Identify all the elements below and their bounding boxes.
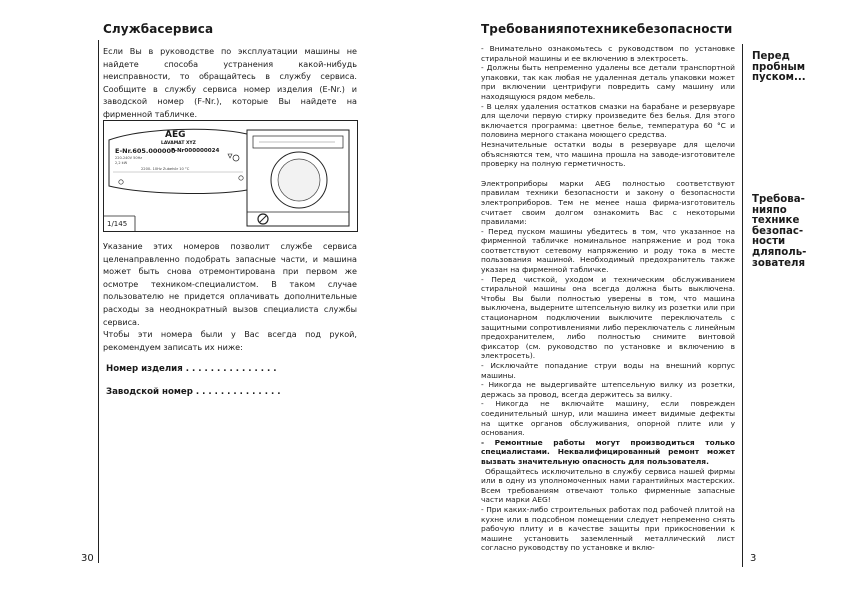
sidebar-line: ности <box>752 236 786 248</box>
rating-plate-illustration <box>103 120 358 232</box>
safety-block: - Перед пуском машины убедитесь в том, что указанное на фирменной табличке номинальное напряжение и род тока соответствуют сетевому напряжению и роду тока в месте пользования машиной. Необходимый предохранитель также указан на фирменной табличке. <box>481 226 735 275</box>
sidebar-line: Требова- <box>752 194 805 205</box>
safety-block: - Никогда не включайте машину, если поврежден соединительный шнур, или машина имеет видимые дефекты на щитке органов обслуживания, опорной плите или у основания. <box>481 399 735 438</box>
sidebar-line: зователя <box>752 257 806 269</box>
sidebar-line: нияпо <box>752 204 787 216</box>
safety-block: - В целях удаления остатков смазки на барабане и резервуаре для щелочи первую стирку произведите без белья. Для этого включается программа: цветное белье, температура 60 °С и половина мерного стакана моющего средства. <box>481 101 735 140</box>
rating-plate-figure <box>103 120 358 232</box>
safety-block: - При каких-либо строительных работах под рабочей плитой на кухне или в подсобном помещении следует непременно снять рабочую плиту и в качестве защиты при прикосновении к машине установить заземленный металлический лист согласно руководству по установке и вклю- <box>481 504 735 553</box>
left-page-number: 30 <box>81 553 94 564</box>
safety-text-column <box>481 44 735 553</box>
intro-paragraph: Если Вы в руководстве по эксплуатации машины не найдете способа устранения какой-нибудь неисправности, то обращайтесь в службу сервиса. Сообщите в службу сервиса номер изделия (E-Nr.) и заводской номер (F-Nr.), которые Вы найдете на фирменной табличке. <box>103 46 357 119</box>
plate-brand: AEG <box>165 130 186 140</box>
safety-block: - Должны быть непременно удалены все детали транспортной упаковки, так как любая не удаленная деталь упаковки может при включении центрифуги повредить саму машину или находящуюся рядом мебель. <box>481 63 735 101</box>
plate-small-text-2: 2,2 kW <box>115 161 128 165</box>
safety-block: Незначительные остатки воды в резервуаре для щелочи объясняются тем, что машина прошла на заводе-изготовителе проверку на полную герметичность. <box>481 139 735 169</box>
paragraph-gap <box>481 169 735 179</box>
second-paragraph: Указание этих номеров позволит службе сервиса целенаправленно подобрать запасные части, и машина может быть снова отремонтирована при первом же осмотре техником-специалистом. В таком случае пользователю не придется оплачивать дополнительные расходы за неоднократный вызов специалиста службы сервиса. <box>103 241 357 327</box>
safety-block: - Никогда не выдергивайте штепсельную вилку из розетки, держась за провод, всегда держитесь за вилку. <box>481 380 735 399</box>
safety-warning-bold: - Ремонтные работы могут производиться только специалистами. Неквалифицированный ремонт может вызвать значительную опасность для пользователя. <box>481 437 735 466</box>
serial-number-field: Заводской номер . . . . . . . . . . . . . . <box>106 387 281 397</box>
plate-small-text-3: 2200- 10Hz Zubehör 10 °C <box>141 167 190 171</box>
safety-block: - Внимательно ознакомьтесь с руководством по установке стиральной машины и ее включению в электросеть. <box>481 44 735 63</box>
right-page-number: 3 <box>750 553 757 564</box>
left-page-title: Службасервиса <box>103 22 214 36</box>
safety-block: Электроприборы марки AEG полностью соответствуют правилам техники безопасности и закону о безопасности электроприборов. Тем не менее наша фирма-изготовитель считает своим долгом ознакомить Вас с некоторыми правилами: <box>481 178 735 227</box>
safety-block: - Перед чисткой, уходом и техническим обслуживанием стиральной машины она всегда должна быть выключена. Чтобы Вы были полностью уверены в том, что машина выключена, выдерните штепсельную вилку из розетки или при стационарном подключении выключите переключатель с защитными сопротивлениями либо переключатель с линейным предохранителем, либо полностью снимите винтовой фиксатор (см. руководство по установке и включению в электросеть). <box>481 274 735 361</box>
plate-model: LAVAMAT XYZ <box>161 141 196 146</box>
safety-block: - Исключайте попадание струи воды на внешний корпус машины. <box>481 361 735 380</box>
plate-e-number: E-Nr.605.000000 <box>115 147 176 155</box>
sidebar-heading-before-trial-run <box>752 52 806 84</box>
sidebar-line: технике <box>752 215 800 227</box>
sidebar-line: безопас- <box>752 225 804 237</box>
right-page-title: Требованияпотехникебезопасности <box>481 22 733 36</box>
sidebar-line: дляполь- <box>752 246 807 258</box>
plate-small-text-1: 220-240V 50Hz <box>115 156 143 160</box>
product-number-field: Номер изделия . . . . . . . . . . . . . . . <box>106 364 277 374</box>
plate-f-number: F-Nr000000024 <box>171 148 220 154</box>
sidebar-line: Перед <box>752 51 790 62</box>
sidebar-line: пробным <box>752 61 806 73</box>
sidebar-line: пуском... <box>752 72 806 84</box>
sidebar-heading-safety-requirements <box>752 195 806 269</box>
left-margin-rule <box>98 40 99 563</box>
right-margin-rule <box>742 44 743 567</box>
figure-reference: 1/145 <box>107 220 128 228</box>
safety-block: Обращайтесь исключительно в службу сервиса нашей фирмы или в одну из уполномоченных нами гарантийных мастерских. Всем требованиям отвечают только фирменные запасные части марки AEG! <box>481 466 735 505</box>
third-paragraph: Чтобы эти номера были у Вас всегда под рукой, рекомендуем записать их ниже: <box>103 329 357 352</box>
